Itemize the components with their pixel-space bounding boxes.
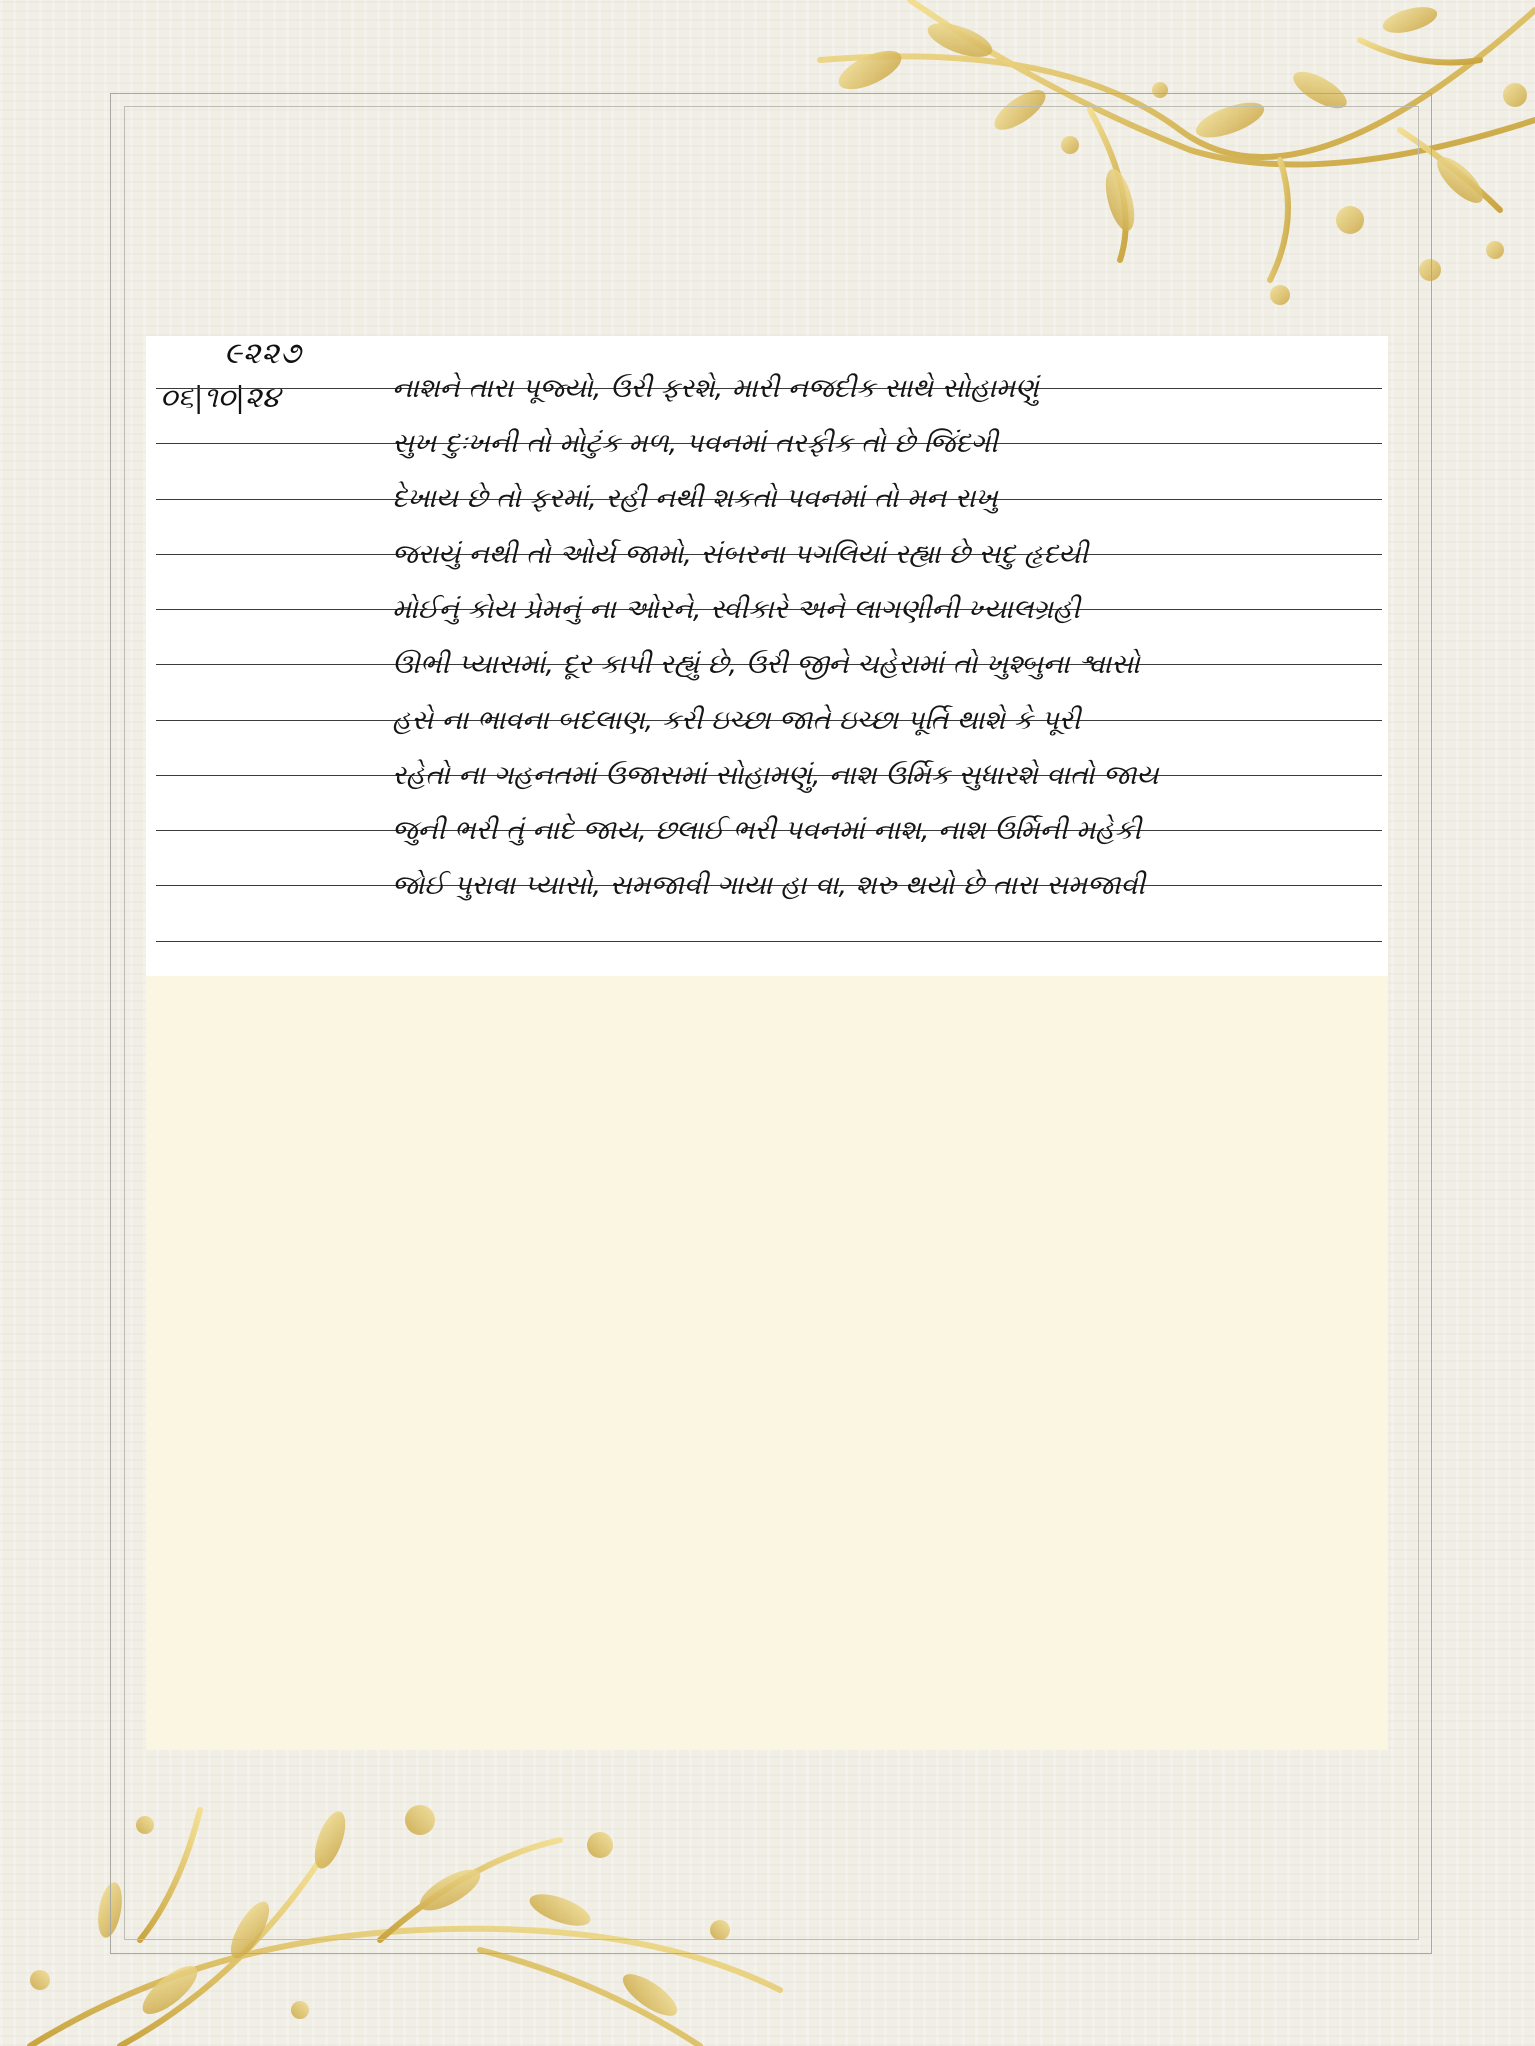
diary-line-8: રહેતો ના ગહનતમાં ઉજાસમાં સોહામણું, નાશ ઉર્મિક સુધારશે વાતો જાય [392,760,1159,791]
diary-line-5: મોઈનું કોય પ્રેમનું ના ઓરને, સ્વીકારે અને લાગણીની ખ્યાલગ્રહી [392,594,1080,625]
diary-line-4: જરાયું નથી તો ઓર્ય જામો, સંબરના પગલિયાં રહ્યા છે સદુ હૃદયી [392,539,1089,570]
diary-line-6: ઊભી પ્યાસમાં, દૂર કાપી રહ્યું છે, ઉરી જીને ચહેરામાં તો ખુશ્બુના શ્વાસો [392,649,1140,680]
cream-panel [146,976,1388,1750]
entry-date: ૦૬|૧૦|૨૪ [160,380,280,414]
diary-line-1: નાશને તારા પૂજ્યો, ઉરી ફરશે, મારી નજદીક સાથે સોહામણું [392,373,1039,404]
diary-line-3: દેખાય છે તો ફરમાં, રહી નથી શકતો પવનમાં તો મન રાખુ [392,483,998,514]
diary-line-10: જોઈ પુરાવા પ્યાસો, સમજાવી ગાયા હા વા, શરુ થયો છે તારા સમજાવી [392,870,1145,901]
handwritten-diary-page [146,336,1388,976]
diary-line-7: હસે ના ભાવના બદલાણ, કરી ઇચ્છા જાતે ઇચ્છા પૂર્તિ થાશે કે પૂરી [392,705,1081,736]
diary-line-2: સુખ દુઃખની તો મોટુંક મળ, પવનમાં તરફીક તો છે જિંદગી [392,428,998,459]
page-number: ૯૨૨૭ [224,336,302,371]
ruled-line [156,941,1382,942]
diary-line-9: જુની ભરી તું નાદે જાય, છલાઈ ભરી પવનમાં નાશ, નાશ ઉર્મિની મહેકી [392,815,1142,846]
